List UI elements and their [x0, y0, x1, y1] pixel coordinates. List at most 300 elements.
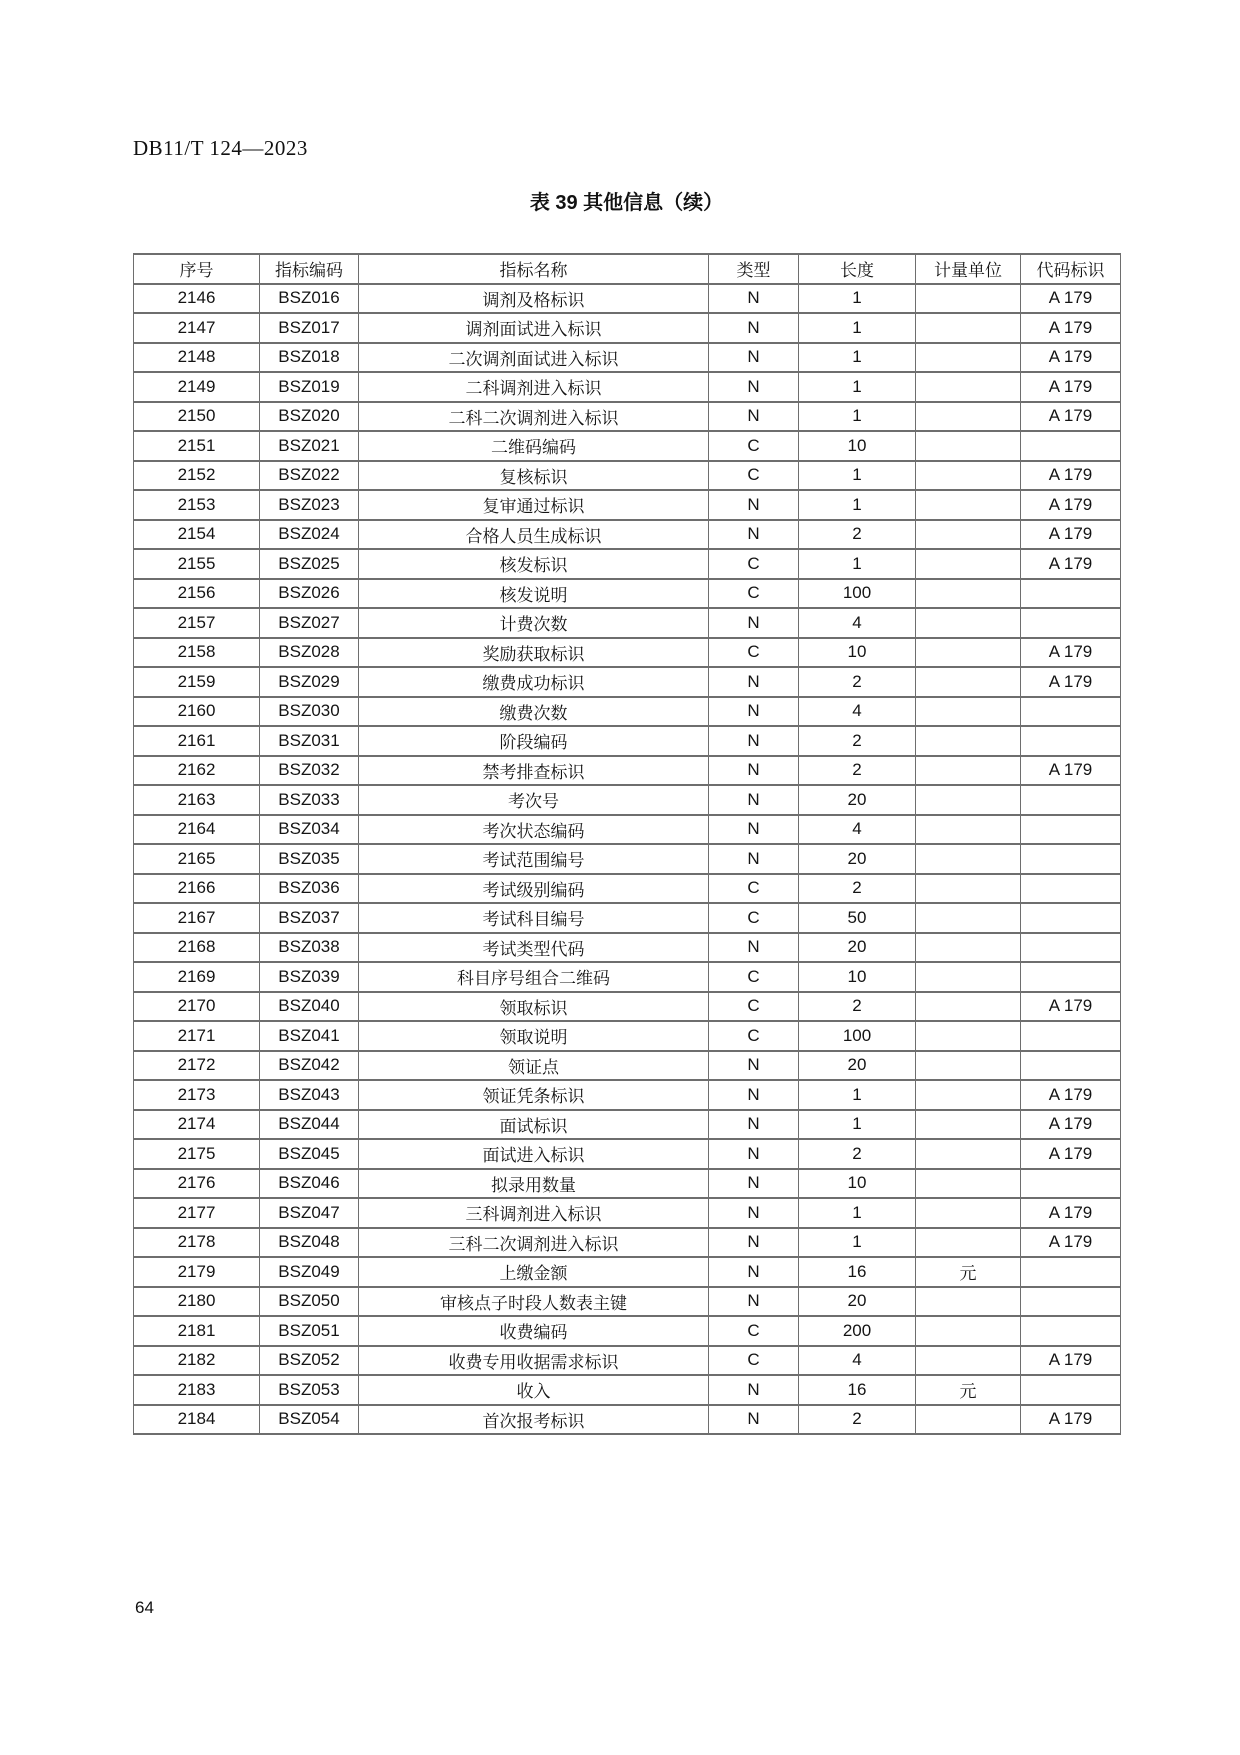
cell-indicator-name: 首次报考标识: [359, 1405, 709, 1435]
cell-type: N: [709, 284, 799, 314]
cell-indicator-code: BSZ038: [260, 933, 359, 963]
cell-code-id: A 179: [1021, 490, 1121, 520]
cell-length: 2: [799, 667, 916, 697]
column-header-type: 类型: [709, 254, 799, 284]
cell-code-id: A 179: [1021, 549, 1121, 579]
cell-unit: 元: [916, 1375, 1021, 1405]
cell-indicator-name: 考试科目编号: [359, 903, 709, 933]
cell-type: N: [709, 1139, 799, 1169]
cell-indicator-name: 缴费次数: [359, 697, 709, 727]
cell-length: 20: [799, 1051, 916, 1081]
page-number: 64: [135, 1598, 154, 1617]
cell-code-id: [1021, 1375, 1121, 1405]
cell-unit: [916, 962, 1021, 992]
cell-type: C: [709, 903, 799, 933]
cell-code-id: A 179: [1021, 756, 1121, 786]
table-row: [134, 284, 1121, 314]
table-row: [134, 844, 1121, 874]
cell-seq: 2175: [134, 1139, 260, 1169]
cell-seq: 2161: [134, 726, 260, 756]
cell-length: 20: [799, 844, 916, 874]
cell-indicator-name: 考试类型代码: [359, 933, 709, 963]
cell-indicator-code: BSZ054: [260, 1405, 359, 1435]
column-header-indicator-name: 指标名称: [359, 254, 709, 284]
cell-indicator-name: 领取标识: [359, 992, 709, 1022]
cell-length: 1: [799, 284, 916, 314]
table-row: [134, 431, 1121, 461]
table-row: [134, 608, 1121, 638]
cell-length: 4: [799, 1346, 916, 1376]
cell-unit: [916, 1051, 1021, 1081]
cell-indicator-name: 奖励获取标识: [359, 638, 709, 668]
cell-code-id: A 179: [1021, 313, 1121, 343]
cell-length: 1: [799, 461, 916, 491]
cell-seq: 2151: [134, 431, 260, 461]
cell-unit: [916, 726, 1021, 756]
cell-unit: [916, 579, 1021, 609]
cell-unit: [916, 372, 1021, 402]
cell-type: C: [709, 1316, 799, 1346]
cell-indicator-code: BSZ042: [260, 1051, 359, 1081]
cell-unit: [916, 461, 1021, 491]
cell-code-id: [1021, 1051, 1121, 1081]
cell-type: C: [709, 431, 799, 461]
cell-code-id: A 179: [1021, 520, 1121, 550]
cell-indicator-name: 考试范围编号: [359, 844, 709, 874]
cell-indicator-name: 二维码编码: [359, 431, 709, 461]
cell-indicator-code: BSZ039: [260, 962, 359, 992]
cell-code-id: [1021, 962, 1121, 992]
cell-type: N: [709, 1198, 799, 1228]
table-row: [134, 579, 1121, 609]
cell-indicator-code: BSZ021: [260, 431, 359, 461]
cell-indicator-name: 复审通过标识: [359, 490, 709, 520]
cell-length: 10: [799, 431, 916, 461]
cell-unit: [916, 1139, 1021, 1169]
cell-indicator-name: 领证凭条标识: [359, 1080, 709, 1110]
cell-code-id: [1021, 431, 1121, 461]
cell-unit: [916, 1021, 1021, 1051]
cell-seq: 2171: [134, 1021, 260, 1051]
cell-indicator-code: BSZ051: [260, 1316, 359, 1346]
cell-unit: [916, 874, 1021, 904]
cell-seq: 2173: [134, 1080, 260, 1110]
table-row: [134, 933, 1121, 963]
cell-indicator-name: 二科二次调剂进入标识: [359, 402, 709, 432]
column-header-seq: 序号: [134, 254, 260, 284]
cell-unit: [916, 697, 1021, 727]
table-title: 表 39 其他信息（续）: [529, 192, 724, 214]
cell-seq: 2153: [134, 490, 260, 520]
cell-seq: 2165: [134, 844, 260, 874]
cell-indicator-name: 收费编码: [359, 1316, 709, 1346]
cell-unit: [916, 667, 1021, 697]
cell-indicator-code: BSZ049: [260, 1257, 359, 1287]
cell-seq: 2182: [134, 1346, 260, 1376]
cell-indicator-code: BSZ032: [260, 756, 359, 786]
cell-seq: 2158: [134, 638, 260, 668]
cell-seq: 2169: [134, 962, 260, 992]
table-row: [134, 638, 1121, 668]
cell-seq: 2146: [134, 284, 260, 314]
cell-seq: 2179: [134, 1257, 260, 1287]
cell-unit: [916, 1169, 1021, 1199]
cell-type: N: [709, 313, 799, 343]
cell-length: 1: [799, 313, 916, 343]
table-row: [134, 756, 1121, 786]
cell-indicator-name: 科目序号组合二维码: [359, 962, 709, 992]
cell-type: N: [709, 520, 799, 550]
table-row: [134, 1257, 1121, 1287]
table-row: [134, 490, 1121, 520]
cell-code-id: [1021, 1316, 1121, 1346]
cell-unit: [916, 844, 1021, 874]
column-header-length: 长度: [799, 254, 916, 284]
cell-length: 100: [799, 1021, 916, 1051]
cell-indicator-name: 收费专用收据需求标识: [359, 1346, 709, 1376]
cell-indicator-code: BSZ022: [260, 461, 359, 491]
cell-indicator-code: BSZ034: [260, 815, 359, 845]
table-row: [134, 667, 1121, 697]
table-row: [134, 697, 1121, 727]
cell-type: N: [709, 815, 799, 845]
cell-indicator-name: 收入: [359, 1375, 709, 1405]
cell-seq: 2156: [134, 579, 260, 609]
cell-type: N: [709, 1228, 799, 1258]
cell-length: 50: [799, 903, 916, 933]
cell-indicator-code: BSZ024: [260, 520, 359, 550]
cell-type: N: [709, 933, 799, 963]
cell-unit: [916, 313, 1021, 343]
cell-length: 2: [799, 874, 916, 904]
table-row: [134, 1405, 1121, 1435]
cell-indicator-code: BSZ033: [260, 785, 359, 815]
table-header-row: [134, 254, 1121, 284]
cell-length: 100: [799, 579, 916, 609]
cell-length: 20: [799, 785, 916, 815]
cell-indicator-code: BSZ035: [260, 844, 359, 874]
cell-seq: 2149: [134, 372, 260, 402]
table-row: [134, 1228, 1121, 1258]
table-row: [134, 372, 1121, 402]
cell-seq: 2184: [134, 1405, 260, 1435]
cell-seq: 2177: [134, 1198, 260, 1228]
cell-type: N: [709, 1405, 799, 1435]
column-header-code-id: 代码标识: [1021, 254, 1121, 284]
cell-indicator-name: 二科调剂进入标识: [359, 372, 709, 402]
cell-seq: 2148: [134, 343, 260, 373]
cell-indicator-name: 考试级别编码: [359, 874, 709, 904]
cell-seq: 2166: [134, 874, 260, 904]
cell-indicator-name: 考次号: [359, 785, 709, 815]
cell-seq: 2164: [134, 815, 260, 845]
table-row: [134, 1198, 1121, 1228]
cell-indicator-name: 核发说明: [359, 579, 709, 609]
table-row: [134, 1169, 1121, 1199]
table-row: [134, 402, 1121, 432]
cell-code-id: A 179: [1021, 372, 1121, 402]
cell-length: 2: [799, 1405, 916, 1435]
cell-indicator-code: BSZ040: [260, 992, 359, 1022]
standard-number: DB11/T 124—2023: [133, 136, 308, 160]
cell-code-id: [1021, 1257, 1121, 1287]
cell-indicator-name: 领取说明: [359, 1021, 709, 1051]
cell-code-id: A 179: [1021, 1405, 1121, 1435]
cell-indicator-name: 审核点子时段人数表主键: [359, 1287, 709, 1317]
cell-code-id: A 179: [1021, 343, 1121, 373]
cell-length: 20: [799, 933, 916, 963]
cell-code-id: [1021, 1021, 1121, 1051]
cell-seq: 2159: [134, 667, 260, 697]
cell-code-id: A 179: [1021, 992, 1121, 1022]
cell-indicator-name: 三科调剂进入标识: [359, 1198, 709, 1228]
cell-type: N: [709, 697, 799, 727]
cell-indicator-code: BSZ016: [260, 284, 359, 314]
table-row: [134, 1110, 1121, 1140]
cell-indicator-name: 三科二次调剂进入标识: [359, 1228, 709, 1258]
cell-seq: 2174: [134, 1110, 260, 1140]
cell-unit: [916, 992, 1021, 1022]
cell-code-id: A 179: [1021, 402, 1121, 432]
cell-length: 16: [799, 1375, 916, 1405]
cell-length: 1: [799, 1198, 916, 1228]
cell-code-id: A 179: [1021, 1346, 1121, 1376]
cell-type: N: [709, 1169, 799, 1199]
cell-length: 10: [799, 962, 916, 992]
cell-type: N: [709, 1375, 799, 1405]
table-row: [134, 1346, 1121, 1376]
cell-unit: [916, 785, 1021, 815]
cell-type: N: [709, 490, 799, 520]
cell-indicator-code: BSZ020: [260, 402, 359, 432]
cell-type: N: [709, 844, 799, 874]
cell-length: 10: [799, 638, 916, 668]
cell-type: N: [709, 608, 799, 638]
cell-type: N: [709, 343, 799, 373]
cell-code-id: A 179: [1021, 1080, 1121, 1110]
cell-unit: [916, 1228, 1021, 1258]
cell-indicator-code: BSZ026: [260, 579, 359, 609]
cell-type: C: [709, 962, 799, 992]
cell-length: 2: [799, 992, 916, 1022]
cell-seq: 2163: [134, 785, 260, 815]
cell-length: 2: [799, 1139, 916, 1169]
cell-unit: [916, 431, 1021, 461]
table-row: [134, 726, 1121, 756]
cell-unit: [916, 1110, 1021, 1140]
cell-unit: [916, 903, 1021, 933]
table-row: [134, 815, 1121, 845]
cell-seq: 2147: [134, 313, 260, 343]
cell-seq: 2155: [134, 549, 260, 579]
cell-unit: [916, 933, 1021, 963]
cell-seq: 2172: [134, 1051, 260, 1081]
cell-indicator-code: BSZ028: [260, 638, 359, 668]
cell-seq: 2170: [134, 992, 260, 1022]
cell-indicator-name: 面试进入标识: [359, 1139, 709, 1169]
cell-length: 1: [799, 402, 916, 432]
cell-type: N: [709, 372, 799, 402]
cell-indicator-code: BSZ043: [260, 1080, 359, 1110]
cell-seq: 2152: [134, 461, 260, 491]
cell-indicator-code: BSZ029: [260, 667, 359, 697]
column-header-indicator-code: 指标编码: [260, 254, 359, 284]
cell-length: 4: [799, 697, 916, 727]
cell-indicator-code: BSZ023: [260, 490, 359, 520]
cell-indicator-code: BSZ017: [260, 313, 359, 343]
cell-indicator-code: BSZ037: [260, 903, 359, 933]
table-row: [134, 1080, 1121, 1110]
cell-type: N: [709, 1287, 799, 1317]
table-row: [134, 1051, 1121, 1081]
cell-indicator-code: BSZ018: [260, 343, 359, 373]
cell-seq: 2176: [134, 1169, 260, 1199]
cell-length: 1: [799, 1228, 916, 1258]
cell-indicator-name: 核发标识: [359, 549, 709, 579]
cell-code-id: [1021, 785, 1121, 815]
cell-type: C: [709, 1021, 799, 1051]
cell-indicator-name: 禁考排查标识: [359, 756, 709, 786]
cell-seq: 2160: [134, 697, 260, 727]
cell-type: N: [709, 726, 799, 756]
cell-indicator-name: 调剂面试进入标识: [359, 313, 709, 343]
cell-length: 1: [799, 343, 916, 373]
cell-length: 2: [799, 726, 916, 756]
cell-code-id: [1021, 874, 1121, 904]
table-row: [134, 1287, 1121, 1317]
table-row: [134, 903, 1121, 933]
cell-indicator-name: 拟录用数量: [359, 1169, 709, 1199]
cell-code-id: [1021, 903, 1121, 933]
cell-seq: 2183: [134, 1375, 260, 1405]
cell-length: 2: [799, 756, 916, 786]
cell-type: N: [709, 756, 799, 786]
cell-indicator-code: BSZ041: [260, 1021, 359, 1051]
cell-length: 10: [799, 1169, 916, 1199]
cell-seq: 2154: [134, 520, 260, 550]
cell-indicator-name: 领证点: [359, 1051, 709, 1081]
cell-unit: [916, 1198, 1021, 1228]
cell-length: 200: [799, 1316, 916, 1346]
cell-unit: 元: [916, 1257, 1021, 1287]
cell-length: 1: [799, 372, 916, 402]
table-row: [134, 313, 1121, 343]
cell-indicator-name: 面试标识: [359, 1110, 709, 1140]
cell-type: C: [709, 638, 799, 668]
cell-code-id: A 179: [1021, 1198, 1121, 1228]
cell-type: C: [709, 874, 799, 904]
cell-type: C: [709, 461, 799, 491]
cell-code-id: [1021, 815, 1121, 845]
cell-indicator-name: 复核标识: [359, 461, 709, 491]
cell-indicator-code: BSZ047: [260, 1198, 359, 1228]
cell-code-id: A 179: [1021, 1139, 1121, 1169]
cell-indicator-code: BSZ044: [260, 1110, 359, 1140]
column-header-unit: 计量单位: [916, 254, 1021, 284]
cell-indicator-code: BSZ030: [260, 697, 359, 727]
cell-unit: [916, 756, 1021, 786]
cell-indicator-name: 阶段编码: [359, 726, 709, 756]
table-row: [134, 992, 1121, 1022]
table-row: [134, 1021, 1121, 1051]
cell-code-id: [1021, 933, 1121, 963]
cell-seq: 2167: [134, 903, 260, 933]
cell-code-id: A 179: [1021, 667, 1121, 697]
cell-code-id: A 179: [1021, 284, 1121, 314]
cell-unit: [916, 608, 1021, 638]
cell-code-id: A 179: [1021, 1110, 1121, 1140]
cell-unit: [916, 1080, 1021, 1110]
cell-unit: [916, 343, 1021, 373]
cell-unit: [916, 549, 1021, 579]
cell-seq: 2178: [134, 1228, 260, 1258]
cell-type: C: [709, 1346, 799, 1376]
table-row: [134, 343, 1121, 373]
cell-indicator-code: BSZ053: [260, 1375, 359, 1405]
cell-unit: [916, 638, 1021, 668]
cell-indicator-name: 缴费成功标识: [359, 667, 709, 697]
cell-indicator-name: 计费次数: [359, 608, 709, 638]
cell-unit: [916, 490, 1021, 520]
cell-seq: 2162: [134, 756, 260, 786]
table-row: [134, 785, 1121, 815]
table-row: [134, 874, 1121, 904]
cell-length: 1: [799, 549, 916, 579]
cell-indicator-name: 合格人员生成标识: [359, 520, 709, 550]
cell-unit: [916, 1346, 1021, 1376]
cell-code-id: [1021, 697, 1121, 727]
cell-indicator-code: BSZ031: [260, 726, 359, 756]
cell-seq: 2157: [134, 608, 260, 638]
cell-code-id: A 179: [1021, 1228, 1121, 1258]
cell-unit: [916, 520, 1021, 550]
cell-type: N: [709, 785, 799, 815]
cell-seq: 2150: [134, 402, 260, 432]
cell-code-id: [1021, 608, 1121, 638]
cell-seq: 2181: [134, 1316, 260, 1346]
cell-type: N: [709, 1080, 799, 1110]
cell-length: 4: [799, 815, 916, 845]
other-info-table: [133, 253, 1121, 1435]
cell-code-id: [1021, 1169, 1121, 1199]
cell-type: N: [709, 1110, 799, 1140]
cell-code-id: [1021, 579, 1121, 609]
cell-unit: [916, 815, 1021, 845]
cell-length: 20: [799, 1287, 916, 1317]
cell-unit: [916, 1316, 1021, 1346]
cell-type: N: [709, 1257, 799, 1287]
cell-indicator-code: BSZ025: [260, 549, 359, 579]
cell-length: 1: [799, 490, 916, 520]
cell-type: C: [709, 549, 799, 579]
cell-length: 4: [799, 608, 916, 638]
cell-indicator-code: BSZ019: [260, 372, 359, 402]
table-row: [134, 1375, 1121, 1405]
cell-indicator-code: BSZ036: [260, 874, 359, 904]
cell-indicator-code: BSZ045: [260, 1139, 359, 1169]
cell-seq: 2168: [134, 933, 260, 963]
table-row: [134, 461, 1121, 491]
cell-length: 16: [799, 1257, 916, 1287]
cell-code-id: A 179: [1021, 638, 1121, 668]
table-row: [134, 1139, 1121, 1169]
cell-unit: [916, 1405, 1021, 1435]
cell-code-id: [1021, 1287, 1121, 1317]
cell-indicator-code: BSZ027: [260, 608, 359, 638]
cell-type: N: [709, 1051, 799, 1081]
cell-length: 2: [799, 520, 916, 550]
cell-indicator-code: BSZ050: [260, 1287, 359, 1317]
